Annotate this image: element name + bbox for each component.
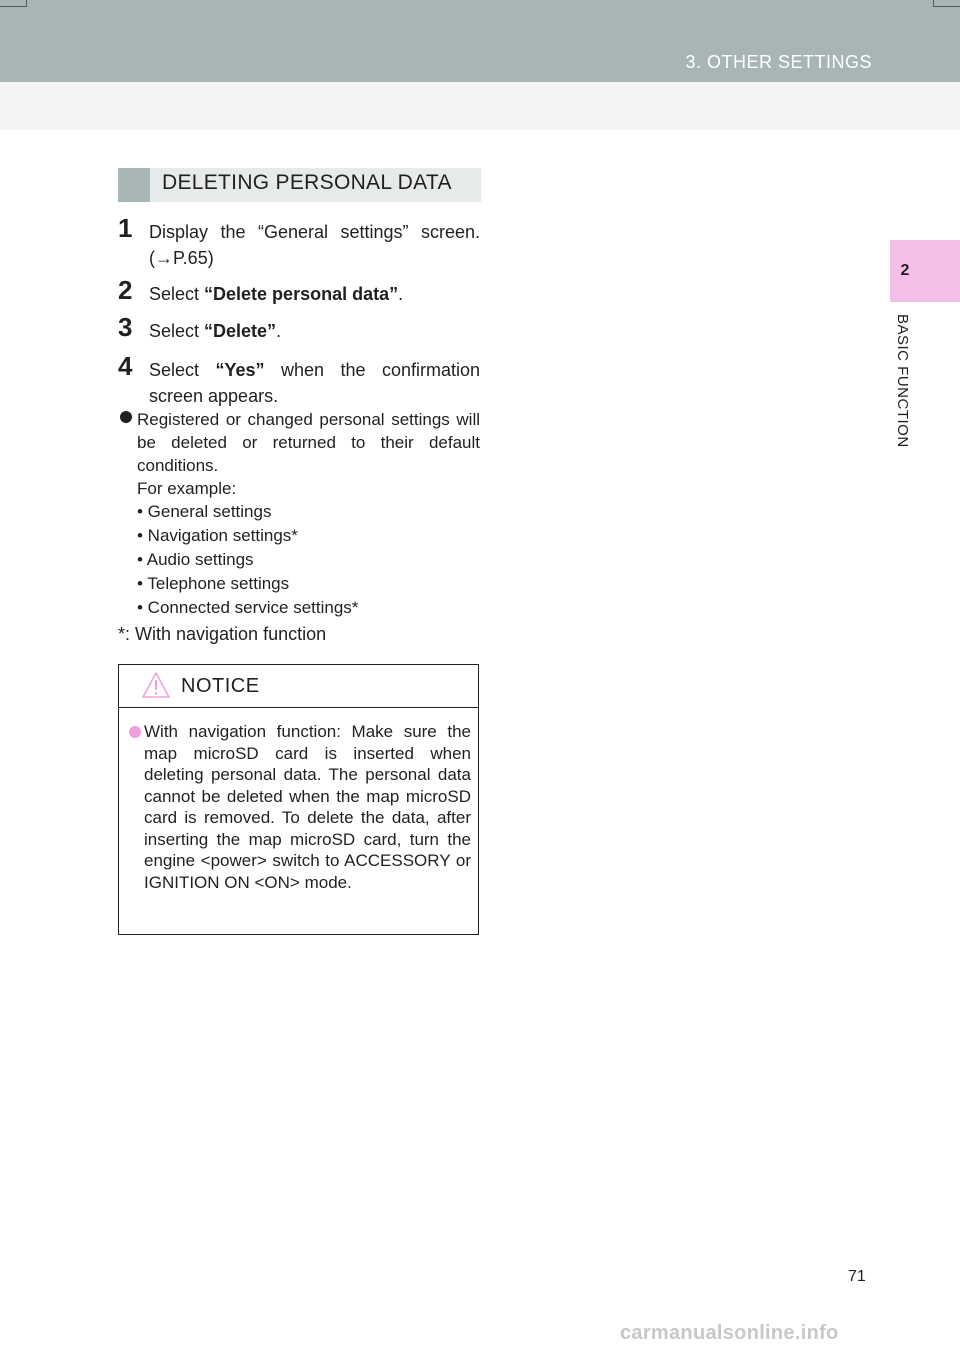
example-item: • General settings: [137, 502, 272, 521]
step-number: 4: [118, 351, 133, 381]
step-text: Select “Yes” when the confirmation screen appears.: [149, 360, 480, 406]
crop-mark-right: [933, 0, 960, 7]
step-number: 3: [118, 312, 133, 342]
bullet-note: [118, 408, 480, 620]
example-item: • Telephone settings: [137, 574, 290, 593]
step-1: [118, 213, 480, 271]
example-item: • Audio settings: [137, 550, 254, 569]
notice-title: NOTICE: [181, 675, 260, 697]
step-4: [118, 351, 480, 409]
example-item: • Navigation settings*: [137, 526, 298, 545]
watermark: carmanualsonline.info: [620, 1322, 839, 1344]
notice-bullet-icon: [129, 726, 141, 738]
step-2: [118, 275, 480, 307]
step-text: Display the “General settings” screen. (→P.65): [149, 222, 480, 268]
heading-text: DELETING PERSONAL DATA: [162, 171, 452, 194]
step-text: Select “Delete personal data”.: [149, 284, 404, 304]
chapter-number: 2: [900, 262, 910, 279]
step-text: Select “Delete”.: [149, 321, 282, 341]
notice-header: [119, 665, 478, 708]
page-number: 71: [848, 1268, 866, 1285]
step-3: [118, 312, 480, 344]
notice-body: [129, 721, 471, 893]
header-band-light: [0, 82, 960, 130]
crop-mark-left: [0, 0, 27, 7]
step-number: 1: [118, 213, 133, 243]
section-header: 3. OTHER SETTINGS: [685, 52, 872, 72]
bullet-text: Registered or changed personal settings will be deleted or returned to their default conditions.: [137, 410, 480, 475]
footnote: *: With navigation function: [118, 624, 327, 644]
notice-box: [118, 664, 479, 935]
warning-icon: [141, 671, 171, 699]
chapter-label: BASIC FUNCTION: [894, 314, 911, 448]
chapter-tab[interactable]: [890, 240, 960, 302]
bullet-icon: [120, 411, 132, 423]
example-label: For example:: [137, 479, 237, 498]
step-number: 2: [118, 275, 133, 305]
heading-marker: [118, 168, 150, 202]
example-item: • Connected service settings*: [137, 598, 359, 617]
notice-text: With navigation function: Make sure the map microSD card is inserted when deleting personal data. The personal data cannot be deleted when the map microSD card is removed. To delete the data, after inserting the map microSD card, turn the engine <power> switch to ACCESSORY or IGNITION ON <ON> mode.: [144, 722, 471, 892]
section-heading: [118, 168, 481, 202]
